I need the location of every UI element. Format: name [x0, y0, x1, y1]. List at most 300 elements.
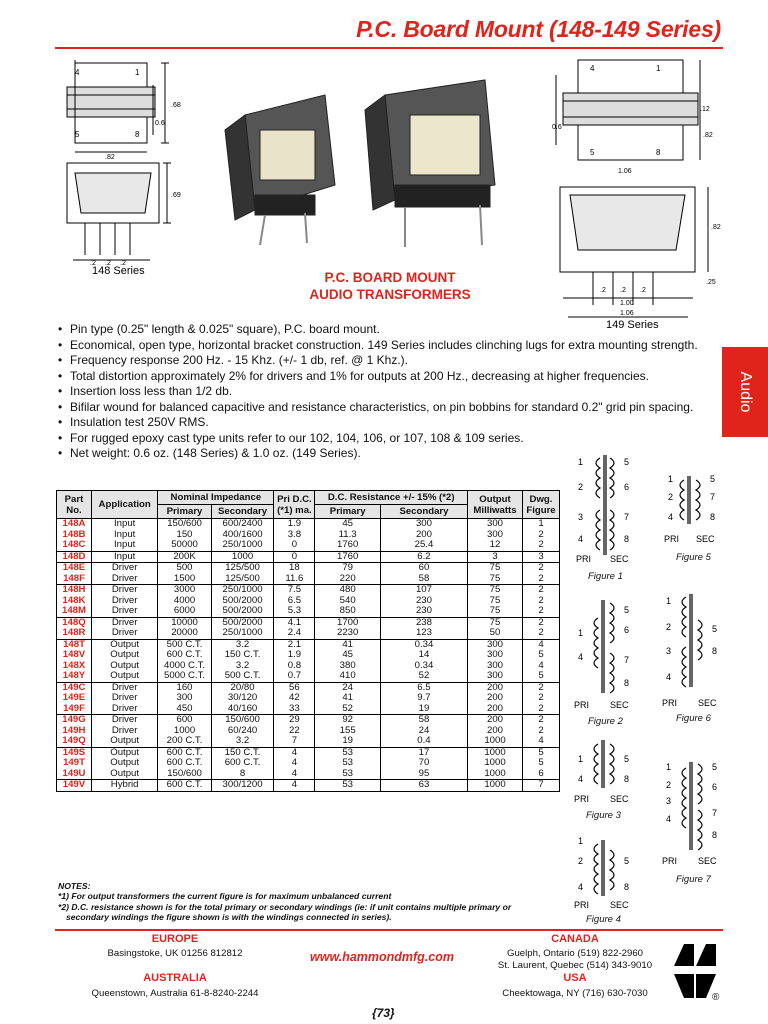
svg-text:2: 2 [578, 482, 584, 492]
figure-3-diagram [572, 738, 642, 808]
cell-pri-dc: 7.5 [274, 585, 315, 596]
table-row [57, 671, 560, 682]
cell-output-mw: 300 [468, 639, 523, 650]
cell-figure: 2 [523, 704, 560, 715]
cell-secondary-impedance: 500 C.T. [211, 671, 274, 682]
col-header-pri-dc: Pri D.C. (*1) ma. [274, 491, 315, 519]
cell-dc-primary: 53 [315, 769, 381, 780]
note-1: *1) For output transformers the current figure is for maximum unbalanced current [58, 891, 392, 902]
cell-dc-secondary: 123 [380, 628, 467, 639]
cell-secondary-impedance: 20/80 [211, 682, 274, 693]
cell-pri-dc: 18 [274, 563, 315, 574]
figure-1-diagram [572, 450, 642, 575]
cell-figure: 2 [523, 726, 560, 737]
feature-list [58, 322, 718, 462]
cell-part: 148T [57, 639, 92, 650]
dim-label: .2 [640, 287, 646, 294]
cell-dc-primary: 41 [315, 639, 381, 650]
svg-text:5: 5 [712, 624, 718, 634]
cell-dc-secondary: 58 [380, 574, 467, 585]
pin-label: 1 [135, 68, 140, 77]
cell-figure: 4 [523, 661, 560, 672]
dim-label: 1.00 [620, 300, 634, 307]
cell-primary-impedance: 300 [158, 693, 211, 704]
svg-text:3: 3 [578, 512, 584, 522]
sub-heading-line1: P.C. BOARD MOUNT [324, 270, 456, 285]
col-header-dc-primary: Primary [315, 505, 381, 519]
cell-application: Output [92, 671, 158, 682]
notes [58, 881, 558, 923]
cell-primary-impedance: 150/600 [158, 519, 211, 530]
cell-output-mw: 75 [468, 563, 523, 574]
cell-application: Output [92, 736, 158, 747]
svg-text:1: 1 [578, 457, 584, 467]
cell-output-mw: 3 [468, 551, 523, 563]
col-header-part: Part No. [57, 491, 92, 519]
figure-4-caption: Figure 4 [586, 914, 621, 925]
table-row [57, 574, 560, 585]
cell-dc-secondary: 238 [380, 617, 467, 628]
australia-address: Queenstown, Australia 61-8-8240-2244 [91, 988, 259, 999]
cell-output-mw: 300 [468, 519, 523, 530]
cell-dc-primary: 850 [315, 606, 381, 617]
svg-text:1: 1 [578, 628, 584, 638]
cell-primary-impedance: 450 [158, 704, 211, 715]
cell-secondary-impedance: 500/2000 [211, 606, 274, 617]
cell-pri-dc: 29 [274, 715, 315, 726]
cell-output-mw: 50 [468, 628, 523, 639]
cell-secondary-impedance: 3.2 [211, 736, 274, 747]
cell-dc-primary: 1700 [315, 617, 381, 628]
col-header-output: Output Milliwatts [468, 491, 523, 519]
svg-text:7: 7 [624, 512, 630, 522]
cell-dc-primary: 2230 [315, 628, 381, 639]
sec-label: SEC [696, 534, 715, 544]
cell-application: Output [92, 758, 158, 769]
cell-figure: 2 [523, 715, 560, 726]
audio-section-tab[interactable] [722, 347, 768, 437]
cell-application: Input [92, 519, 158, 530]
figure-6-diagram [660, 592, 730, 707]
svg-text:4: 4 [578, 882, 584, 892]
notes-title: NOTES: [58, 881, 91, 891]
cell-dc-secondary: 19 [380, 704, 467, 715]
series-148-label: 148 Series [92, 265, 145, 277]
cell-figure: 2 [523, 540, 560, 551]
title-rule [55, 47, 723, 49]
table-row [57, 715, 560, 726]
canada-address-1: Guelph, Ontario (519) 822-2960 [507, 948, 643, 959]
svg-text:1: 1 [666, 762, 672, 772]
pin-label: 4 [75, 68, 80, 77]
cell-dc-primary: 540 [315, 596, 381, 607]
cell-primary-impedance: 600 C.T. [158, 758, 211, 769]
cell-dc-secondary: 70 [380, 758, 467, 769]
sub-heading-line2: AUDIO TRANSFORMERS [309, 287, 471, 302]
cell-application: Driver [92, 693, 158, 704]
table-row [57, 736, 560, 747]
cell-part: 149T [57, 758, 92, 769]
note-2-cont: secondary windings the figure shown is with the windings connected in series). [66, 912, 392, 923]
cell-secondary-impedance: 3.2 [211, 661, 274, 672]
cell-output-mw: 1000 [468, 758, 523, 769]
series-148-drawing [55, 55, 195, 280]
cell-primary-impedance: 6000 [158, 606, 211, 617]
page-title: P.C. Board Mount (148-149 Series) [356, 16, 721, 42]
cell-secondary-impedance: 60/240 [211, 726, 274, 737]
cell-primary-impedance: 600 C.T. [158, 747, 211, 758]
svg-text:8: 8 [624, 534, 630, 544]
page-number [372, 1006, 395, 1020]
cell-application: Output [92, 639, 158, 650]
cell-application: Input [92, 530, 158, 541]
table-row [57, 551, 560, 563]
cell-application: Output [92, 661, 158, 672]
cell-part: 148F [57, 574, 92, 585]
cell-application: Driver [92, 585, 158, 596]
sub-heading [270, 269, 510, 303]
cell-part: 149U [57, 769, 92, 780]
cell-application: Driver [92, 715, 158, 726]
cell-dc-primary: 11.3 [315, 530, 381, 541]
cell-part: 148H [57, 585, 92, 596]
cell-secondary-impedance: 8 [211, 769, 274, 780]
cell-pri-dc: 0 [274, 540, 315, 551]
cell-pri-dc: 11.6 [274, 574, 315, 585]
feature-item: • Bifilar wound for balanced capacitive and resistance characteristics, on pin bobbins for standard 0.2" grid pin spacing. [58, 400, 718, 416]
cell-dc-primary: 45 [315, 519, 381, 530]
cell-part: 149H [57, 726, 92, 737]
table-row [57, 780, 560, 792]
cell-application: Driver [92, 596, 158, 607]
col-header-application: Application [92, 491, 158, 519]
col-header-nominal-impedance: Nominal Impedance [158, 491, 274, 505]
dim-label: .2 [120, 260, 126, 267]
cell-pri-dc: 4 [274, 747, 315, 758]
cell-primary-impedance: 160 [158, 682, 211, 693]
cell-figure: 7 [523, 780, 560, 792]
svg-text:1: 1 [578, 754, 584, 764]
svg-text:2: 2 [666, 622, 672, 632]
cell-dc-primary: 92 [315, 715, 381, 726]
svg-text:2: 2 [666, 780, 672, 790]
page-bracket-left-icon: { [372, 1006, 377, 1020]
table-row [57, 628, 560, 639]
svg-text:8: 8 [712, 830, 718, 840]
svg-text:8: 8 [624, 882, 630, 892]
svg-text:4: 4 [578, 774, 584, 784]
svg-text:8: 8 [624, 678, 630, 688]
pin-label: 5 [75, 130, 80, 139]
table-row [57, 758, 560, 769]
cell-output-mw: 75 [468, 585, 523, 596]
cell-secondary-impedance: 300/1200 [211, 780, 274, 792]
cell-figure: 5 [523, 671, 560, 682]
cell-part: 149C [57, 682, 92, 693]
cell-dc-primary: 1760 [315, 551, 381, 563]
svg-text:4: 4 [666, 672, 672, 682]
svg-text:2: 2 [668, 492, 674, 502]
cell-application: Output [92, 747, 158, 758]
cell-dc-primary: 220 [315, 574, 381, 585]
cell-secondary-impedance: 600 C.T. [211, 758, 274, 769]
svg-text:6: 6 [624, 482, 630, 492]
cell-primary-impedance: 600 [158, 715, 211, 726]
cell-pri-dc: 1.9 [274, 519, 315, 530]
cell-pri-dc: 33 [274, 704, 315, 715]
cell-secondary-impedance: 250/1000 [211, 540, 274, 551]
spec-table [56, 490, 560, 792]
cell-primary-impedance: 600 C.T. [158, 650, 211, 661]
cell-output-mw: 200 [468, 704, 523, 715]
audio-tab-label: Audio [737, 371, 754, 413]
cell-primary-impedance: 150 [158, 530, 211, 541]
cell-dc-primary: 155 [315, 726, 381, 737]
col-header-figure: Dwg. Figure [523, 491, 560, 519]
cell-primary-impedance: 1000 [158, 726, 211, 737]
cell-figure: 5 [523, 650, 560, 661]
figure-3-caption: Figure 3 [586, 810, 621, 821]
cell-figure: 2 [523, 628, 560, 639]
cell-dc-secondary: 9.7 [380, 693, 467, 704]
cell-output-mw: 75 [468, 596, 523, 607]
cell-secondary-impedance: 125/500 [211, 574, 274, 585]
cell-output-mw: 75 [468, 574, 523, 585]
cell-pri-dc: 2.4 [274, 628, 315, 639]
cell-secondary-impedance: 150 C.T. [211, 650, 274, 661]
cell-dc-primary: 45 [315, 650, 381, 661]
pri-label: PRI [662, 698, 678, 707]
svg-text:6: 6 [624, 625, 630, 635]
feature-item: • For rugged epoxy cast type units refer to our 102, 104, 106, or 107, 108 & 109 series. [58, 431, 718, 447]
table-row [57, 540, 560, 551]
cell-secondary-impedance: 500/2000 [211, 596, 274, 607]
cell-figure: 2 [523, 563, 560, 574]
cell-part: 148K [57, 596, 92, 607]
cell-dc-secondary: 25.4 [380, 540, 467, 551]
figure-1-caption: Figure 1 [588, 571, 623, 582]
cell-figure: 5 [523, 747, 560, 758]
figure-5-diagram [658, 470, 728, 550]
cell-secondary-impedance: 40/160 [211, 704, 274, 715]
figure-2-caption: Figure 2 [588, 716, 623, 727]
svg-text:2: 2 [578, 856, 584, 866]
cell-part: 149Q [57, 736, 92, 747]
dim-label: 1.06 [620, 310, 634, 317]
cell-application: Driver [92, 726, 158, 737]
cell-figure: 2 [523, 617, 560, 628]
feature-item: • Economical, open type, horizontal bracket construction. 149 Series includes clinching lugs for extra mounting strength. [58, 338, 718, 354]
cell-dc-secondary: 300 [380, 519, 467, 530]
dim-label: 1.06 [618, 168, 632, 175]
cell-dc-primary: 41 [315, 693, 381, 704]
australia-title: AUSTRALIA [143, 972, 207, 984]
cell-application: Driver [92, 704, 158, 715]
table-row [57, 769, 560, 780]
pin-label: 4 [590, 64, 595, 73]
cell-part: 148X [57, 661, 92, 672]
cell-dc-primary: 1760 [315, 540, 381, 551]
cell-application: Output [92, 650, 158, 661]
cell-secondary-impedance: 600/2400 [211, 519, 274, 530]
cell-primary-impedance: 50000 [158, 540, 211, 551]
cell-primary-impedance: 20000 [158, 628, 211, 639]
svg-text:7: 7 [712, 808, 718, 818]
pin-label: 5 [590, 148, 595, 157]
table-row [57, 704, 560, 715]
cell-part: 148A [57, 519, 92, 530]
cell-output-mw: 12 [468, 540, 523, 551]
cell-pri-dc: 4.1 [274, 617, 315, 628]
cell-figure: 2 [523, 693, 560, 704]
cell-pri-dc: 56 [274, 682, 315, 693]
svg-text:1: 1 [578, 836, 584, 846]
cell-application: Input [92, 540, 158, 551]
svg-text:5: 5 [624, 605, 630, 615]
cell-application: Driver [92, 563, 158, 574]
cell-dc-secondary: 6.2 [380, 551, 467, 563]
cell-secondary-impedance: 3.2 [211, 639, 274, 650]
svg-text:1: 1 [668, 474, 674, 484]
cell-part: 148D [57, 551, 92, 563]
feature-item: • Net weight: 0.6 oz. (148 Series) & 1.0 oz. (149 Series). [58, 446, 718, 462]
svg-text:4: 4 [578, 534, 584, 544]
cell-part: 148M [57, 606, 92, 617]
cell-dc-secondary: 14 [380, 650, 467, 661]
cell-figure: 6 [523, 769, 560, 780]
cell-figure: 2 [523, 585, 560, 596]
sec-label: SEC [698, 698, 717, 707]
cell-output-mw: 300 [468, 650, 523, 661]
dim-label: .25 [706, 279, 716, 286]
cell-output-mw: 300 [468, 661, 523, 672]
cell-dc-secondary: 107 [380, 585, 467, 596]
cell-output-mw: 1000 [468, 780, 523, 792]
svg-text:4: 4 [578, 652, 584, 662]
cell-secondary-impedance: 250/1000 [211, 585, 274, 596]
note-2: *2) D.C. resistance shown is for the total primary or secondary windings (ie: if unit contains multiple primary or [58, 901, 512, 912]
cell-dc-primary: 480 [315, 585, 381, 596]
canada-address-2: St. Laurent, Quebec (514) 343-9010 [497, 960, 653, 971]
dim-label: 0.6 [552, 124, 562, 131]
cell-dc-primary: 380 [315, 661, 381, 672]
product-photo [205, 75, 525, 250]
cell-part: 149F [57, 704, 92, 715]
pri-label: PRI [576, 554, 592, 564]
cell-primary-impedance: 4000 C.T. [158, 661, 211, 672]
dim-label: .2 [620, 287, 626, 294]
col-header-dc-secondary: Secondary [380, 505, 467, 519]
cell-part: 149V [57, 780, 92, 792]
table-row [57, 693, 560, 704]
cell-figure: 4 [523, 639, 560, 650]
cell-dc-secondary: 95 [380, 769, 467, 780]
usa-title: USA [563, 972, 587, 984]
dim-label: .82 [711, 224, 721, 231]
cell-primary-impedance: 200 C.T. [158, 736, 211, 747]
cell-output-mw: 200 [468, 693, 523, 704]
figure-2-diagram [572, 598, 642, 713]
footer-rule [55, 929, 723, 931]
cell-part: 148B [57, 530, 92, 541]
pri-label: PRI [574, 900, 590, 910]
cell-secondary-impedance: 125/500 [211, 563, 274, 574]
cell-primary-impedance: 1500 [158, 574, 211, 585]
cell-output-mw: 1000 [468, 769, 523, 780]
cell-primary-impedance: 500 C.T. [158, 639, 211, 650]
cell-pri-dc: 1.9 [274, 650, 315, 661]
cell-dc-secondary: 0.4 [380, 736, 467, 747]
feature-item: • Insertion loss less than 1/2 db. [58, 384, 718, 400]
cell-application: Driver [92, 606, 158, 617]
feature-item: • Insulation test 250V RMS. [58, 415, 718, 431]
cell-dc-primary: 52 [315, 704, 381, 715]
figure-7-caption: Figure 7 [676, 874, 711, 885]
dim-label: .69 [171, 192, 181, 199]
cell-dc-primary: 24 [315, 682, 381, 693]
col-header-primary: Primary [158, 505, 211, 519]
svg-text:5: 5 [624, 457, 630, 467]
cell-figure: 2 [523, 596, 560, 607]
svg-text:7: 7 [624, 655, 630, 665]
cell-pri-dc: 7 [274, 736, 315, 747]
cell-part: 148R [57, 628, 92, 639]
sec-label: SEC [698, 856, 717, 866]
sec-label: SEC [610, 700, 629, 710]
cell-dc-secondary: 17 [380, 747, 467, 758]
cell-pri-dc: 2.1 [274, 639, 315, 650]
cell-secondary-impedance: 400/1600 [211, 530, 274, 541]
cell-output-mw: 1000 [468, 736, 523, 747]
cell-pri-dc: 22 [274, 726, 315, 737]
cell-part: 148Y [57, 671, 92, 682]
website-link[interactable]: www.hammondmfg.com [310, 950, 454, 964]
cell-primary-impedance: 10000 [158, 617, 211, 628]
series-149-label: 149 Series [606, 319, 659, 331]
cell-secondary-impedance: 1000 [211, 551, 274, 563]
svg-text:1: 1 [666, 596, 672, 606]
cell-primary-impedance: 5000 C.T. [158, 671, 211, 682]
svg-text:3: 3 [666, 796, 672, 806]
table-row [57, 563, 560, 574]
svg-text:6: 6 [712, 782, 718, 792]
cell-dc-secondary: 6.5 [380, 682, 467, 693]
sec-label: SEC [610, 554, 629, 564]
cell-application: Driver [92, 628, 158, 639]
cell-primary-impedance: 600 C.T. [158, 780, 211, 792]
cell-pri-dc: 4 [274, 780, 315, 792]
cell-part: 149G [57, 715, 92, 726]
dim-label: .82 [105, 154, 115, 161]
cell-dc-primary: 53 [315, 780, 381, 792]
pri-label: PRI [662, 856, 678, 866]
pri-label: PRI [574, 794, 590, 804]
cell-dc-secondary: 58 [380, 715, 467, 726]
cell-dc-secondary: 230 [380, 596, 467, 607]
cell-figure: 2 [523, 682, 560, 693]
cell-pri-dc: 0 [274, 551, 315, 563]
cell-dc-primary: 19 [315, 736, 381, 747]
cell-application: Output [92, 769, 158, 780]
figure-7-diagram [660, 760, 730, 870]
cell-figure: 1 [523, 519, 560, 530]
table-row [57, 519, 560, 530]
pin-label: 1 [656, 64, 661, 73]
cell-dc-secondary: 63 [380, 780, 467, 792]
cell-primary-impedance: 150/600 [158, 769, 211, 780]
cell-pri-dc: 42 [274, 693, 315, 704]
pri-label: PRI [664, 534, 680, 544]
